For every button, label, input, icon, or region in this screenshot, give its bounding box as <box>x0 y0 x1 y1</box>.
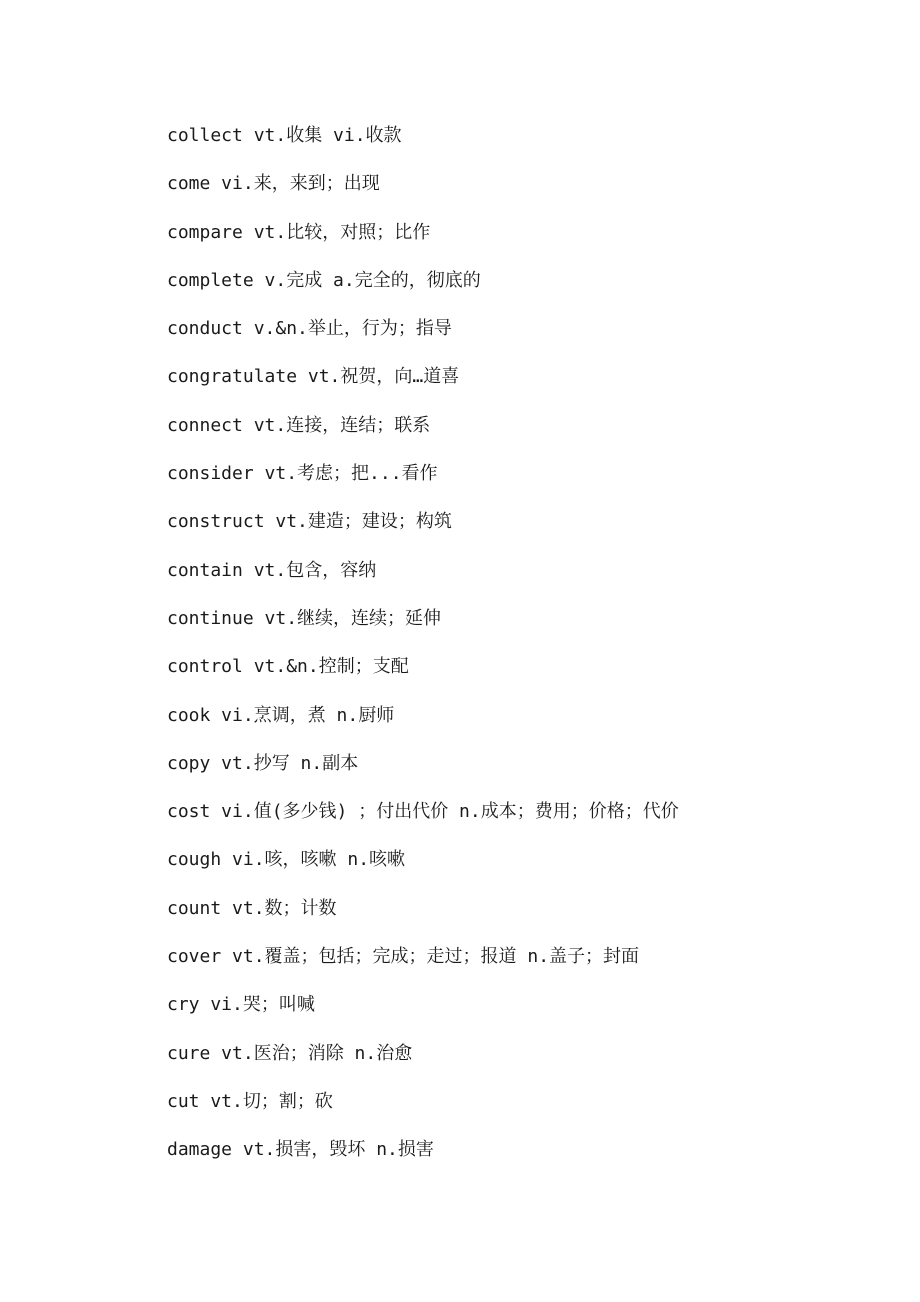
vocab-entry-construct: construct vt.建造；建设；构筑 <box>167 511 452 533</box>
vocab-entry-congratulate: congratulate vt.祝贺，向…道喜 <box>167 366 460 388</box>
vocab-entry-cost: cost vi.值(多少钱) ；付出代价 n.成本；费用；价格；代价 <box>167 801 679 823</box>
vocab-entry-collect: collect vt.收集 vi.收款 <box>167 125 402 146</box>
vocab-entry-control: control vt.&n.控制；支配 <box>167 656 409 678</box>
vocab-entry-cut: cut vt.切；割；砍 <box>167 1090 333 1112</box>
vocab-entry-damage: damage vt.损害，毁坏 n.损害 <box>167 1139 434 1161</box>
vocab-entry-continue: continue vt.继续，连续；延伸 <box>167 607 442 629</box>
vocab-entry-consider: consider vt.考虑；把...看作 <box>167 463 438 485</box>
vocab-entry-connect: connect vt.连接，连结；联系 <box>167 414 431 436</box>
vocab-entry-cure: cure vt.医治；消除 n.治愈 <box>167 1042 413 1064</box>
vocab-entry-compare: compare vt.比较，对照；比作 <box>167 221 431 243</box>
vocab-entry-copy: copy vt.抄写 n.副本 <box>167 752 359 774</box>
vocab-entry-contain: contain vt.包含，容纳 <box>167 559 377 581</box>
vocab-entry-cover: cover vt.覆盖；包括；完成；走过；报道 n.盖子；封面 <box>167 946 640 968</box>
vocab-entry-cook: cook vi.烹调，煮 n.厨师 <box>167 704 395 726</box>
vocab-entry-cough: cough vi.咳，咳嗽 n.咳嗽 <box>167 849 406 871</box>
vocab-entry-count: count vt.数；计数 <box>167 897 337 919</box>
vocabulary-list <box>167 122 679 1185</box>
vocab-entry-complete: complete v.完成 a.完全的，彻底的 <box>167 269 481 291</box>
vocab-entry-come: come vi.来，来到；出现 <box>167 173 380 195</box>
vocab-entry-conduct: conduct v.&n.举止，行为；指导 <box>167 318 452 340</box>
vocab-entry-cry: cry vi.哭；叫喊 <box>167 994 315 1016</box>
